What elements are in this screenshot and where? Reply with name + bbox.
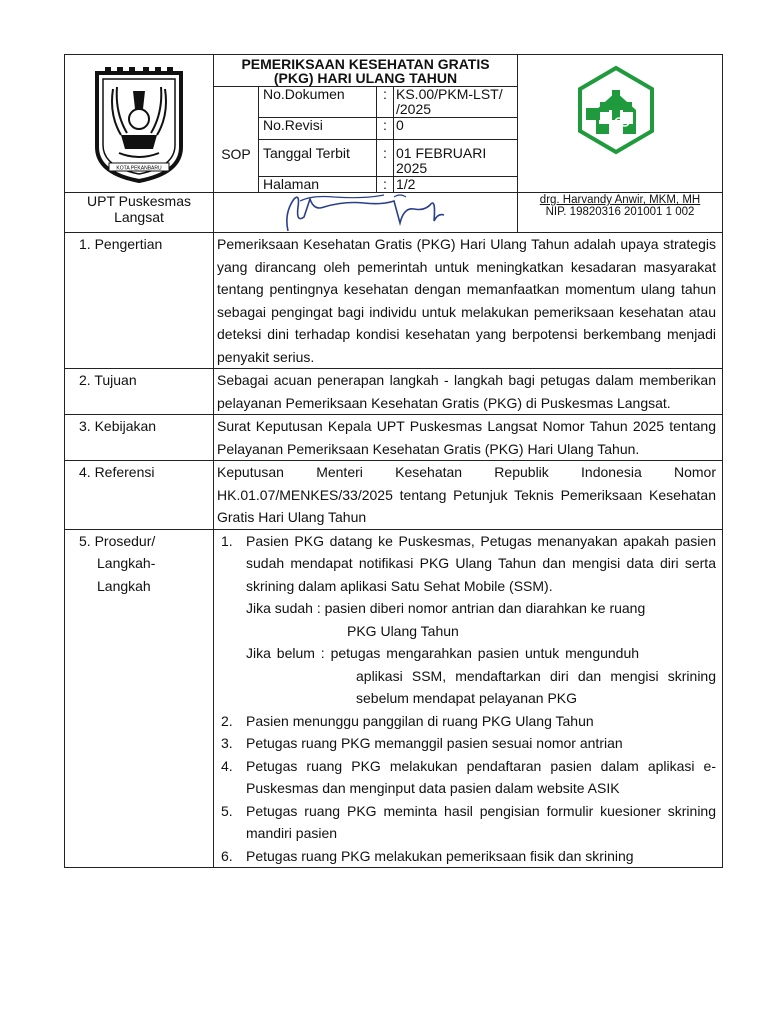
meta-colon: : bbox=[377, 87, 394, 118]
signature-cell bbox=[214, 193, 518, 233]
document-title bbox=[214, 55, 518, 87]
section-body-pengertian: Pemeriksaan Kesehatan Gratis (PKG) Hari Ulang Tahun adalah upaya strategis yang dirancang oleh pemerintah untuk meningkatkan kesadaran masyarakat tentang pentingnya kesehatan dengan memanfaatkan momentum ulang tahun sebagai pengingat bagi individu untuk melakukan pemeriksaan kesehatan atau deteksi dini terhadap kondisi kesehatan yang berpotensi berkembang menjadi penyakit serius. bbox=[214, 233, 723, 369]
procedure-step: 5. Petugas ruang PKG meminta hasil pengisian formulir kuesioner skrining mandiri pasien bbox=[221, 802, 716, 841]
meta-colon: : bbox=[377, 140, 394, 177]
signer-block bbox=[518, 193, 723, 233]
title-line-2: (PKG) HARI ULANG TAHUN bbox=[273, 70, 458, 86]
section-body-referensi: Keputusan Menteri Kesehatan Republik Indonesia Nomor HK.01.07/MENKES/33/2025 tentang Petunjuk Teknis Pemeriksaan Kesehatan Gratis Hari Ulang Tahun bbox=[214, 461, 723, 530]
procedure-step: 3. Petugas ruang PKG memanggil pasien sesuai nomor antrian bbox=[221, 735, 623, 751]
title-line-1: PEMERIKSAAN KESEHATAN GRATIS bbox=[241, 56, 490, 72]
section-label-tujuan: 2. Tujuan bbox=[65, 369, 214, 415]
meta-colon: : bbox=[377, 118, 394, 140]
org-name: UPT Puskesmas Langsat bbox=[65, 193, 214, 233]
meta-key: No.Dokumen bbox=[259, 87, 377, 118]
section-label-pengertian: 1. Pengertian bbox=[65, 233, 214, 369]
procedure-steps bbox=[217, 530, 716, 598]
city-emblem-icon bbox=[65, 55, 214, 185]
signer-nip: NIP. 19820316 201001 1 002 bbox=[545, 206, 695, 218]
branch-yes-line: Jika sudah : pasien diberi nomor antrian dan diarahkan ke ruang bbox=[246, 600, 646, 616]
city-logo-cell bbox=[65, 55, 214, 193]
meta-colon: : bbox=[377, 177, 394, 193]
branch-no-line: Jika belum : petugas mengarahkan pasien untuk mengunduh bbox=[246, 645, 640, 661]
signature-icon bbox=[214, 193, 518, 233]
meta-key: Tanggal Terbit bbox=[259, 140, 377, 177]
procedure-step: 1. Pasien PKG datang ke Puskesmas, Petugas menanyakan apakah pasien sudah mendapat notifikasi PKG Ulang Tahun dan mengisi data diri serta skrining dalam aplikasi Satu Sehat Mobile (SSM). bbox=[221, 532, 716, 594]
procedure-steps-rest bbox=[217, 710, 716, 868]
branch-yes-continuation: PKG Ulang Tahun bbox=[347, 622, 459, 639]
meta-value: 01 FEBRUARI 2025 bbox=[394, 140, 518, 177]
meta-key: Halaman bbox=[259, 177, 377, 193]
section-body-tujuan: Sebagai acuan penerapan langkah - langkah bagi petugas dalam memberikan pelayanan Pemeriksaan Kesehatan Gratis (PKG) di Puskesmas Langsat. bbox=[214, 369, 723, 415]
section-label-referensi: 4. Referensi bbox=[65, 461, 214, 530]
meta-value: 1/2 bbox=[394, 177, 518, 193]
sop-table bbox=[64, 54, 723, 868]
sop-label: SOP bbox=[214, 87, 259, 193]
puskesmas-logo-icon bbox=[518, 55, 723, 185]
section-label-prosedur: 5. Prosedur/ Langkah- Langkah bbox=[65, 529, 214, 868]
procedure-step: 4. Petugas ruang PKG melakukan pendaftaran pasien dalam aplikasi e-Puskesmas dan menginput data pasien dalam website ASIK bbox=[221, 757, 716, 796]
emblem-text: KOTA PEKANBARU bbox=[116, 165, 162, 172]
procedure-step: 2. Pasien menunggu panggilan di ruang PKG Ulang Tahun bbox=[221, 712, 594, 729]
puskesmas-logo-cell bbox=[518, 55, 723, 193]
meta-value: 0 bbox=[394, 118, 518, 140]
meta-value: KS.00/PKM-LST/ /2025 bbox=[394, 87, 518, 118]
section-label-kebijakan: 3. Kebijakan bbox=[65, 415, 214, 461]
meta-key: No.Revisi bbox=[259, 118, 377, 140]
section-body-kebijakan: Surat Keputusan Kepala UPT Puskesmas Langsat Nomor Tahun 2025 tentang Pelayanan Pemeriksaan Kesehatan Gratis (PKG) Hari Ulang Tahun. bbox=[214, 415, 723, 461]
section-body-prosedur bbox=[214, 529, 723, 868]
procedure-step: 6. Petugas ruang PKG melakukan pemeriksaan fisik dan skrining bbox=[221, 847, 634, 864]
branch-no-continuation: aplikasi SSM, mendaftarkan diri dan mengisi skrining sebelum mendapat pelayanan PKG bbox=[356, 667, 716, 706]
signer-name: drg. Harvandy Anwir, MKM, MH bbox=[539, 194, 701, 206]
